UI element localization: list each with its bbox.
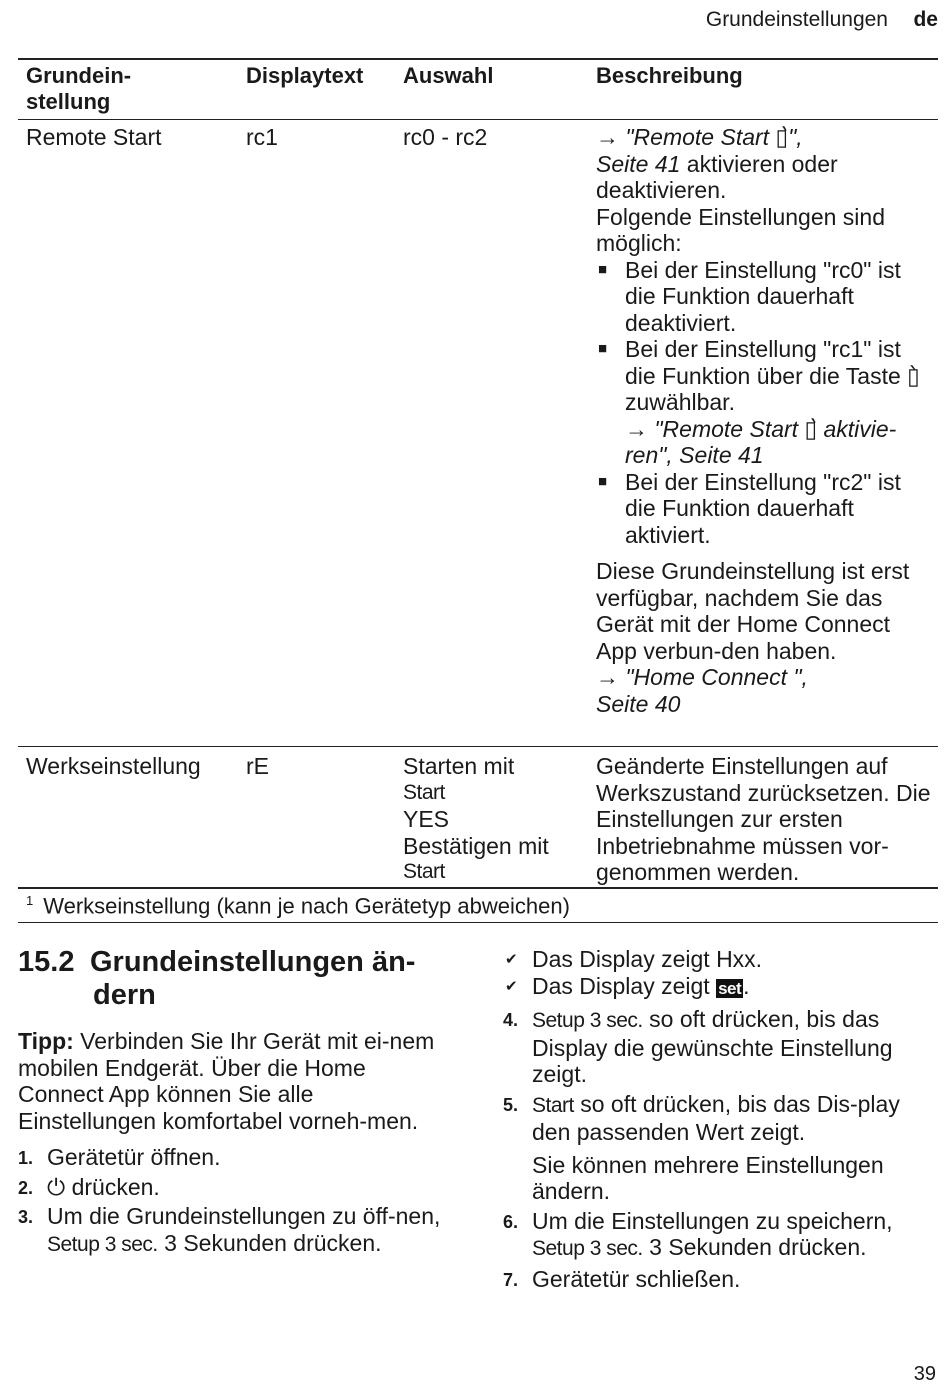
list-item: ■ Bei der Einstellung "rc2" ist die Funktion dauerhaft aktiviert. xyxy=(596,469,936,549)
cell-setting-factory: Werkseinstellung xyxy=(26,753,201,779)
step-6: 6. Um die Einstellungen zu speichern, Setup 3 sec. 3 Sekunden drücken. xyxy=(503,1207,893,1260)
running-header-title: Grundeinstellungen xyxy=(705,8,888,31)
step-4: 4. Setup 3 sec. so oft drücken, bis das Display die gewünschte Einstellung zeigt. xyxy=(503,1006,893,1087)
col-header-options: Auswahl xyxy=(403,63,494,88)
step-2: 2. ⏻ drücken. xyxy=(18,1173,160,1200)
reference-remote-start-activate: "Remote Start ▯̀ aktivie-ren", Seite 41 xyxy=(625,415,897,468)
check-item: ✔ Das Display zeigt set. xyxy=(503,973,939,1003)
list-item: ■ Bei der Einstellung "rc0" ist die Funktion dauerhaft deaktiviert. xyxy=(596,257,936,337)
steps-list-right xyxy=(503,1006,939,1292)
cell-display-rc1: rc1 xyxy=(246,124,278,150)
cell-description-factory: Geänderte Einstellungen auf Werkszustand zurücksetzen. Die Einstellungen zur ersten Inbetriebnahme müssen vor-genommen werden. xyxy=(596,753,931,885)
reference-remote-start: → "Remote Start ▯̀", Seite 41 aktivieren oder deaktivieren. xyxy=(596,124,838,203)
cell-options-factory: Starten mit Start YES Bestätigen mit Start xyxy=(403,753,589,886)
tip-paragraph: Tipp: Verbinden Sie Ihr Gerät mit ei-nem mobilen Endgerät. Über die Home Connect App können Sie alle Einstellungen komfortabel vorneh-men. xyxy=(18,1028,435,1134)
step-3: 3. Um die Grundeinstellungen zu öff-nen, Setup 3 sec. 3 Sekunden drücken. xyxy=(18,1203,441,1256)
result-checks xyxy=(503,946,939,1002)
footnote-rule xyxy=(18,922,938,923)
check-item: ✔ Das Display zeigt Hxx. xyxy=(503,946,939,973)
power-icon: ⏻ xyxy=(47,1173,66,1200)
start-button-label: Start xyxy=(532,1093,574,1117)
display-set-symbol: set xyxy=(718,978,742,998)
col-header-setting: Grundein- stellung xyxy=(26,63,132,114)
left-column xyxy=(18,1028,443,1261)
start-button-label: Start xyxy=(403,780,445,804)
setup-button-label: Setup 3 sec. xyxy=(47,1232,158,1256)
language-code: de xyxy=(913,8,938,31)
cell-options-rc: rc0 - rc2 xyxy=(403,124,488,150)
list-item: ■ Bei der Einstellung "rc1" ist die Funktion über die Taste ▯̀ zuwählbar. → "Remote Start ▯̀ aktivie-ren", Seite 41 xyxy=(596,336,936,469)
arrow-right-icon: → xyxy=(625,415,648,442)
start-button-label: Start xyxy=(403,860,445,883)
page-number: 39 xyxy=(913,1363,936,1385)
reference-home-connect: → "Home Connect ", Seite 40 xyxy=(596,664,808,717)
availability-note: Diese Grundeinstellung ist erst verfügbar, nachdem Sie das Gerät mit der Home Connect App verbun-den haben. xyxy=(596,558,910,664)
steps-list-left xyxy=(18,1144,443,1258)
table-footnote: $^1$ Werkseinstellung (kann je nach Gerätetyp abweichen) xyxy=(26,893,570,919)
step-1: 1. Gerätetür öffnen. xyxy=(18,1144,221,1170)
options-bullet-list xyxy=(596,257,936,549)
arrow-right-icon: → xyxy=(596,124,619,150)
arrow-right-icon: → xyxy=(596,664,619,690)
cell-display-re: rE xyxy=(246,753,269,779)
table-bottom-rule xyxy=(18,887,938,889)
right-column xyxy=(503,946,939,1295)
options-intro: Folgende Einstellungen sind möglich: xyxy=(596,203,885,256)
row-rule xyxy=(18,746,938,747)
header-rule xyxy=(18,119,938,120)
table-top-rule xyxy=(18,58,938,60)
setup-button-label: Setup 3 sec. xyxy=(532,1009,643,1032)
step-5-note: Sie können mehrere Einstellungen ändern. xyxy=(532,1151,884,1204)
cell-description-remote-start xyxy=(596,124,936,717)
step-7: 7. Gerätetür schließen. xyxy=(503,1265,741,1292)
section-heading: 15.2 Grundeinstellungen än- dern xyxy=(18,946,416,1011)
col-header-description: Beschreibung xyxy=(596,63,743,88)
setup-button-label: Setup 3 sec. xyxy=(532,1237,643,1260)
step-5: 5. Start so oft drücken, bis das Dis-play den passenden Wert zeigt. Sie können mehrere Einstellungen ändern. xyxy=(503,1091,939,1205)
cell-setting-remote-start: Remote Start xyxy=(26,124,162,150)
col-header-display: Displaytext xyxy=(246,63,364,88)
